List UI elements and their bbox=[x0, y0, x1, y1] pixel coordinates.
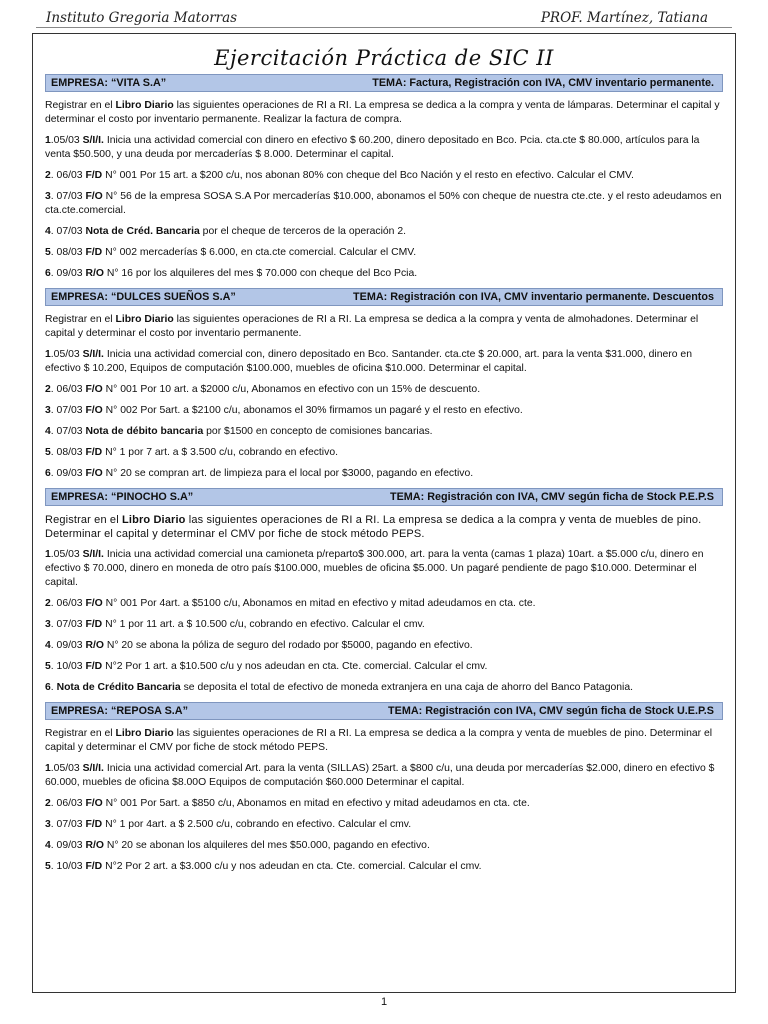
operation-number: 1 bbox=[45, 349, 51, 360]
operation-number: 5 bbox=[45, 661, 51, 672]
intro-bold-term: Libro Diario bbox=[115, 100, 174, 111]
operation-date: . 10/03 bbox=[50, 661, 86, 672]
operation-date: . 10/03 bbox=[50, 861, 86, 872]
operation-item bbox=[45, 383, 723, 397]
operation-date: . 09/03 bbox=[50, 840, 86, 851]
operation-text: por $1500 en concepto de comisiones bancarias. bbox=[203, 426, 433, 437]
operation-number: 1 bbox=[45, 549, 51, 560]
operation-number: 2 bbox=[45, 384, 51, 395]
intro-text: las siguientes operaciones de RI a RI. La empresa se dedica a la compra y venta de muebles de pino. Determinar el capital y determinar el CMV por fiche de stock método PEPS. bbox=[45, 514, 702, 540]
operation-date: . 07/03 bbox=[50, 226, 86, 237]
operation-date: .05/03 bbox=[50, 349, 83, 360]
operation-text: N° 20 se compran art. de limpieza para el local por $3000, pagando en efectivo. bbox=[102, 468, 474, 479]
operation-date: . 09/03 bbox=[50, 640, 86, 651]
operation-date: . 06/03 bbox=[50, 170, 86, 181]
operation-item bbox=[45, 639, 723, 653]
operation-document: F/O bbox=[85, 384, 103, 395]
operation-date: .05/03 bbox=[50, 135, 83, 146]
operation-document: S/I/I. bbox=[82, 135, 104, 146]
intro-text: Registrar en el bbox=[45, 314, 116, 325]
operation-item bbox=[45, 190, 723, 218]
operation-number: 1 bbox=[45, 135, 51, 146]
operation-text: N° 002 mercaderías $ 6.000, en cta.cte comercial. Calcular el CMV. bbox=[102, 247, 417, 258]
section-header-bar bbox=[45, 488, 723, 506]
section-topic: TEMA: Factura, Registración con IVA, CMV inventario permanente. bbox=[372, 77, 714, 89]
operation-item bbox=[45, 660, 723, 674]
intro-text: las siguientes operaciones de RI a RI. La empresa se dedica a la compra y venta de muebles de pino. Determinar el capital y determinar el CMV por fiche de stock método PEPS. bbox=[45, 728, 713, 753]
company-name: EMPRESA: “REPOSA S.A” bbox=[51, 705, 188, 717]
operation-item bbox=[45, 597, 723, 611]
institute-name: Instituto Gregoria Matorras bbox=[46, 10, 238, 26]
section-instructions bbox=[45, 99, 723, 127]
operation-item bbox=[45, 548, 723, 590]
operation-date: . 08/03 bbox=[50, 247, 86, 258]
operation-text: N° 1 por 4art. a $ 2.500 c/u, cobrando en efectivo. Calcular el cmv. bbox=[102, 819, 412, 830]
operation-item bbox=[45, 134, 723, 162]
operation-item bbox=[45, 446, 723, 460]
operation-text: N°2 Por 2 art. a $3.000 c/u y nos adeudan en cta. Cte. comercial. Calcular el cmv. bbox=[102, 861, 482, 872]
operation-text: Inicia una actividad comercial Art. para la venta (SILLAS) 25art. a $800 c/u, una deuda por mercaderías $2.000, dinero en efectivo $ 60.000, muebles de oficina $8.00O Equipos de computación $60.000 Determinar el capital. bbox=[45, 763, 715, 788]
operation-document: F/D bbox=[85, 661, 103, 672]
operation-document: S/I/I. bbox=[82, 349, 104, 360]
operation-date: .05/03 bbox=[50, 763, 83, 774]
operation-date: .05/03 bbox=[50, 549, 83, 560]
operation-number: 1 bbox=[45, 763, 51, 774]
operation-text: N° 002 Por 5art. a $2100 c/u, abonamos el 30% firmamos un pagaré y el resto en efectivo. bbox=[102, 405, 523, 416]
intro-text: las siguientes operaciones de RI a RI. La empresa se dedica a la compra y venta de lámparas. Determinar el capital y determinar el costo por inventario permanente. Realizar la factura de compra. bbox=[45, 100, 720, 125]
operation-number: 2 bbox=[45, 170, 51, 181]
section-instructions bbox=[45, 313, 723, 341]
operation-document: F/D bbox=[85, 819, 103, 830]
operation-number: 3 bbox=[45, 191, 51, 202]
operation-document: F/D bbox=[85, 861, 103, 872]
operation-date: . 07/03 bbox=[50, 405, 86, 416]
operation-document: F/O bbox=[85, 598, 103, 609]
operation-document: F/O bbox=[85, 191, 103, 202]
operation-document: Nota de débito bancaria bbox=[85, 426, 204, 437]
operation-text: N° 001 Por 10 art. a $2000 c/u, Abonamos en efectivo con un 15% de descuento. bbox=[102, 384, 481, 395]
company-name: EMPRESA: “VITA S.A” bbox=[51, 77, 167, 89]
operation-item bbox=[45, 425, 723, 439]
operation-document: Nota de Crédito Bancaria bbox=[56, 682, 181, 693]
operation-date: . 07/03 bbox=[50, 819, 86, 830]
operation-date: . 08/03 bbox=[50, 447, 86, 458]
intro-bold-term: Libro Diario bbox=[115, 314, 174, 325]
section-topic: TEMA: Registración con IVA, CMV según ficha de Stock U.E.P.S bbox=[388, 705, 714, 717]
operation-item bbox=[45, 839, 723, 853]
operation-number: 5 bbox=[45, 247, 51, 258]
operation-number: 3 bbox=[45, 619, 51, 630]
operation-date: . 07/03 bbox=[50, 191, 86, 202]
operation-item bbox=[45, 618, 723, 632]
operation-item bbox=[45, 467, 723, 481]
intro-text: las siguientes operaciones de RI a RI. La empresa se dedica a la compra y venta de almohadones. Determinar el capital y determinar el costo por inventario permanente. bbox=[45, 314, 699, 339]
operation-text: por el cheque de terceros de la operación 2. bbox=[199, 226, 407, 237]
section-header-bar bbox=[45, 288, 723, 306]
operation-text: N° 1 por 11 art. a $ 10.500 c/u, cobrando en efectivo. Calcular el cmv. bbox=[102, 619, 425, 630]
operation-item bbox=[45, 169, 723, 183]
operation-document: F/D bbox=[85, 619, 103, 630]
operation-document: F/O bbox=[85, 468, 103, 479]
operation-item bbox=[45, 818, 723, 832]
operation-text: N° 20 se abona la póliza de seguro del rodado por $5000, pagando en efectivo. bbox=[103, 640, 473, 651]
company-name: EMPRESA: “DULCES SUEÑOS S.A” bbox=[51, 291, 236, 303]
operation-number: 3 bbox=[45, 405, 51, 416]
operation-number: 2 bbox=[45, 798, 51, 809]
operation-date: . 07/03 bbox=[50, 426, 86, 437]
operation-date: . 09/03 bbox=[50, 268, 86, 279]
operation-document: R/O bbox=[85, 268, 104, 279]
operation-item bbox=[45, 860, 723, 874]
operation-number: 4 bbox=[45, 426, 51, 437]
operation-number: 5 bbox=[45, 861, 51, 872]
operation-text: N° 16 por los alquileres del mes $ 70.000 con cheque del Bco Pcia. bbox=[103, 268, 418, 279]
operation-document: F/O bbox=[85, 798, 103, 809]
operation-number: 4 bbox=[45, 840, 51, 851]
page-frame bbox=[32, 33, 736, 993]
exercise-content bbox=[45, 74, 723, 881]
operation-number: 6 bbox=[45, 268, 51, 279]
intro-text: Registrar en el bbox=[45, 100, 116, 111]
operation-document: S/I/I. bbox=[82, 763, 104, 774]
operation-text: N° 001 Por 4art. a $5100 c/u, Abonamos en mitad en efectivo y mitad adeudamos en cta. cte. bbox=[102, 598, 536, 609]
operation-date: . 06/03 bbox=[50, 384, 86, 395]
operation-number: 6 bbox=[45, 682, 51, 693]
intro-text: Registrar en el bbox=[45, 514, 122, 526]
header-rule bbox=[36, 27, 732, 28]
page-number: 1 bbox=[380, 996, 388, 1008]
operation-item bbox=[45, 348, 723, 376]
operation-number: 4 bbox=[45, 640, 51, 651]
section-instructions bbox=[45, 513, 723, 541]
operation-number: 3 bbox=[45, 819, 51, 830]
operation-number: 4 bbox=[45, 226, 51, 237]
operation-text: Inicia una actividad comercial con, dinero depositado en Bco. Santander. cta.cte $ 20.000, art. para la venta $31.000, dinero en efectivo $ 10.200, Equipos de computación $100.000, muebles de oficina $10.000. Determinar el capital. bbox=[45, 349, 692, 374]
operation-text: N° 56 de la empresa SOSA S.A Por mercaderías $10.000, abonamos el 50% con cheque de nuestra cte.cte. y el resto adeudamos en cta.cte.comercial. bbox=[45, 191, 722, 216]
operation-item bbox=[45, 797, 723, 811]
operation-item bbox=[45, 246, 723, 260]
operation-item bbox=[45, 404, 723, 418]
exercise-section bbox=[45, 702, 723, 874]
operation-number: 5 bbox=[45, 447, 51, 458]
operation-document: R/O bbox=[85, 840, 104, 851]
operation-text: N° 1 por 7 art. a $ 3.500 c/u, cobrando en efectivo. bbox=[102, 447, 338, 458]
operation-date: . bbox=[50, 682, 57, 693]
intro-text: Registrar en el bbox=[45, 728, 116, 739]
intro-bold-term: Libro Diario bbox=[115, 728, 174, 739]
exercise-section bbox=[45, 488, 723, 695]
operation-text: se deposita el total de efectivo de moneda extranjera en una caja de ahorro del Banco Patagonia. bbox=[180, 682, 634, 693]
operation-document: F/D bbox=[85, 447, 103, 458]
professor-name: PROF. Martínez, Tatiana bbox=[540, 10, 708, 26]
operation-document: Nota de Créd. Bancaria bbox=[85, 226, 200, 237]
exercise-section bbox=[45, 288, 723, 481]
section-topic: TEMA: Registración con IVA, CMV según ficha de Stock P.E.P.S bbox=[390, 491, 714, 503]
operation-text: Inicia una actividad comercial con dinero en efectivo $ 60.200, dinero depositado en Bco. Pcia. cta.cte $ 80.000, artículos para la venta $50.500, y una deuda por mercaderías $ 8.000. Determinar el capital. bbox=[45, 135, 700, 160]
section-header-bar bbox=[45, 74, 723, 92]
operation-date: . 06/03 bbox=[50, 798, 86, 809]
section-topic: TEMA: Registración con IVA, CMV inventario permanente. Descuentos bbox=[353, 291, 714, 303]
operation-item bbox=[45, 762, 723, 790]
section-instructions bbox=[45, 727, 723, 755]
operation-text: Inicia una actividad comercial una camioneta p/reparto$ 300.000, art. para la venta (camas 1 plaza) 10art. a $5.000 c/u, dinero en efectivo $ 70.000, dinero en moneda de otro país $100.000, muebles de oficina $5.000. Un pagaré pendiente de pago $10.000. Determinar el capital. bbox=[45, 549, 704, 588]
operation-text: N° 001 Por 5art. a $850 c/u, Abonamos en mitad en efectivo y mitad adeudamos en cta. cte. bbox=[102, 798, 530, 809]
operation-number: 6 bbox=[45, 468, 51, 479]
operation-date: . 06/03 bbox=[50, 598, 86, 609]
operation-date: . 07/03 bbox=[50, 619, 86, 630]
operation-item bbox=[45, 681, 723, 695]
exercise-section bbox=[45, 74, 723, 281]
operation-document: F/D bbox=[85, 170, 103, 181]
operation-text: N°2 Por 1 art. a $10.500 c/u y nos adeudan en cta. Cte. comercial. Calcular el cmv. bbox=[102, 661, 488, 672]
page-title: Ejercitación Práctica de SIC II bbox=[214, 46, 554, 70]
operation-item bbox=[45, 267, 723, 281]
section-header-bar bbox=[45, 702, 723, 720]
operation-text: N° 001 Por 15 art. a $200 c/u, nos abonan 80% con cheque del Bco Nación y el resto en efectivo. Calcular el CMV. bbox=[102, 170, 634, 181]
operation-number: 2 bbox=[45, 598, 51, 609]
operation-date: . 09/03 bbox=[50, 468, 86, 479]
operation-document: S/I/I. bbox=[82, 549, 104, 560]
intro-bold-term: Libro Diario bbox=[122, 514, 186, 526]
operation-document: R/O bbox=[85, 640, 104, 651]
operation-document: F/D bbox=[85, 247, 103, 258]
operation-text: N° 20 se abonan los alquileres del mes $50.000, pagando en efectivo. bbox=[103, 840, 430, 851]
operation-document: F/O bbox=[85, 405, 103, 416]
operation-item bbox=[45, 225, 723, 239]
company-name: EMPRESA: “PINOCHO S.A” bbox=[51, 491, 194, 503]
